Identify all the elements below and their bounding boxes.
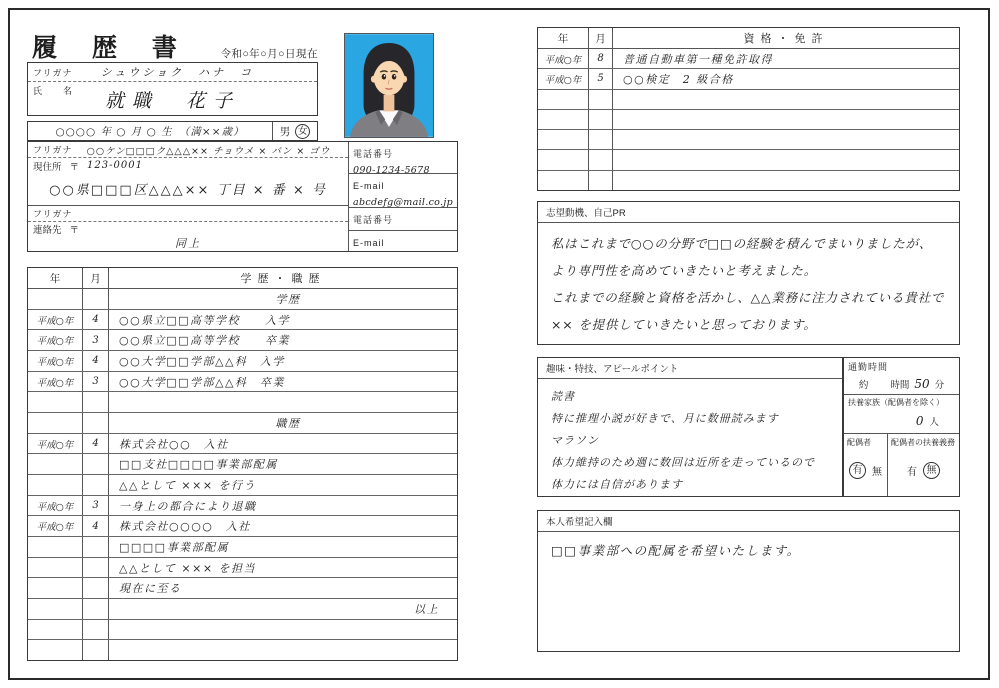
qualification-month-cell <box>589 110 613 129</box>
history-year-cell <box>28 454 83 474</box>
history-row <box>28 475 457 496</box>
hobby-line: 体力には自信があります <box>551 478 683 491</box>
qualifications-col-year: 年 <box>538 28 589 48</box>
history-row <box>28 372 457 393</box>
address-furigana-label: フリガナ <box>33 145 73 156</box>
hobby-label: 趣味・特技、アピールポイント <box>538 358 842 379</box>
history-month-cell <box>83 475 109 495</box>
spouse-duty-cell <box>888 434 959 496</box>
hobby-line: 読書 <box>551 390 575 403</box>
history-year-cell <box>28 392 83 412</box>
qualifications-table-header <box>538 28 959 49</box>
history-text-cell: ○○大学□□学部△△科 卒業 <box>119 375 285 389</box>
qualification-row <box>538 49 959 69</box>
name-row <box>28 82 317 115</box>
history-month-cell <box>83 413 109 433</box>
history-text-cell: ○○大学□□学部△△科 入学 <box>119 354 285 368</box>
history-col-title: 学歴・職歴 <box>240 273 326 285</box>
phone-email-column <box>348 142 457 251</box>
history-text-cell: 職歴 <box>275 416 301 430</box>
birthdate-value: ○○○○ 年 ○ 月 ○ 生 （満××歳） <box>55 125 245 138</box>
qualification-month-cell <box>589 171 613 190</box>
history-text-cell: 株式会社○○○○ 入社 <box>119 520 251 534</box>
history-year-cell: 平成○年 <box>28 351 83 371</box>
history-text-cell: 株式会社○○ 入社 <box>119 437 229 451</box>
history-row <box>28 454 457 475</box>
history-year-cell <box>28 578 83 598</box>
history-text-cell: 一身上の都合により退職 <box>119 499 257 513</box>
motivation-line: 私はこれまで○○の分野で□□の経験を積んでまいりましたが、 <box>551 236 933 251</box>
gender-cell <box>272 122 317 140</box>
postal-mark: 〒 <box>69 161 80 173</box>
wishes-body <box>538 532 959 570</box>
contact-furigana-row <box>28 206 348 222</box>
address-left-column <box>28 142 348 251</box>
history-month-cell <box>83 599 109 619</box>
history-row <box>28 289 457 310</box>
name-box <box>27 62 318 116</box>
commute-minutes-unit: 分 <box>934 380 945 391</box>
qualification-month-cell: 8 <box>589 49 613 68</box>
commute-value-row <box>848 377 955 391</box>
spouse-duty-options <box>891 448 956 493</box>
history-year-cell <box>28 289 83 309</box>
history-text-cell: 学歴 <box>275 292 301 306</box>
birth-gender-box <box>27 121 318 141</box>
qualification-year-cell <box>538 130 589 149</box>
furigana-value: シュウショク ハナ コ <box>100 66 255 79</box>
history-text-cell: △△として ××× を担当 <box>119 561 257 575</box>
history-year-cell: 平成○年 <box>28 434 83 454</box>
history-text-cell: □□□□事業部配属 <box>119 540 230 554</box>
motivation-line: ×× を提供していきたいと思っております。 <box>551 317 817 332</box>
history-month-cell: 4 <box>83 434 109 454</box>
hobby-body <box>538 379 842 503</box>
history-year-cell <box>28 620 83 640</box>
qualification-rows <box>538 49 959 190</box>
qualification-year-cell <box>538 90 589 109</box>
history-row <box>28 434 457 455</box>
history-row <box>28 516 457 537</box>
dependents-cell <box>844 395 959 434</box>
qualification-row <box>538 110 959 130</box>
motivation-label: 志望動機、自己PR <box>538 202 959 223</box>
spouse-duty-label: 配偶者の扶養義務 <box>891 438 955 447</box>
history-year-cell: 平成○年 <box>28 310 83 330</box>
name-value: 就職 花子 <box>104 90 240 112</box>
contact-phone-cell <box>349 208 457 231</box>
history-month-cell: 4 <box>83 516 109 536</box>
date-note: 令和○年○月○日現在 <box>220 48 318 60</box>
qualification-text-cell: 普通自動車第一種免許取得 <box>623 52 773 66</box>
address-box <box>27 141 458 252</box>
history-year-cell: 平成○年 <box>28 372 83 392</box>
history-month-cell <box>83 558 109 578</box>
current-address-row <box>28 158 348 172</box>
phone-label: 電話番号 <box>353 149 394 159</box>
name-furigana-row <box>28 63 317 82</box>
qualification-month-cell <box>589 90 613 109</box>
history-text-cell: ○○県立□□高等学校 卒業 <box>119 334 290 348</box>
address-value: ○○県□□□区△△△×× 丁目 × 番 × 号 <box>28 173 348 206</box>
history-month-cell <box>83 289 109 309</box>
current-address-label: 現住所 <box>33 161 62 173</box>
contact-postal-mark: 〒 <box>69 224 80 236</box>
spouse-duty-yes: 有 <box>907 467 917 478</box>
dependents-label: 扶養家族（配偶者を除く） <box>848 398 944 407</box>
qualification-year-cell: 平成○年 <box>538 69 589 88</box>
history-year-cell <box>28 413 83 433</box>
dependents-unit: 人 <box>929 417 939 428</box>
wishes-line: □□事業部への配属を希望いたします。 <box>551 543 801 558</box>
motivation-body <box>538 223 959 345</box>
name-label: 氏 名 <box>33 86 79 96</box>
history-row <box>28 620 457 641</box>
history-row <box>28 599 457 620</box>
history-text-cell: ○○県立□□高等学校 入学 <box>119 313 290 327</box>
contact-phone-label: 電話番号 <box>353 215 394 225</box>
qualification-year-cell: 平成○年 <box>538 49 589 68</box>
commute-hours-unit: 時間 <box>890 380 910 391</box>
spouse-row <box>844 434 959 496</box>
commute-cell <box>844 358 959 395</box>
history-year-cell <box>28 537 83 557</box>
qualification-year-cell <box>538 110 589 129</box>
hobby-line: マラソン <box>551 434 599 447</box>
spouse-label: 配偶者 <box>847 438 871 447</box>
history-year-cell: 平成○年 <box>28 330 83 350</box>
history-year-cell <box>28 640 83 660</box>
personal-details-column <box>843 357 960 497</box>
history-col-month: 月 <box>83 268 109 288</box>
contact-furigana-label: フリガナ <box>33 208 73 219</box>
dependents-value-row <box>848 414 955 428</box>
history-row <box>28 578 457 599</box>
email-label: E-mail <box>353 181 385 191</box>
portrait-photo-illustration <box>345 34 433 137</box>
qualification-row <box>538 171 959 190</box>
history-row <box>28 413 457 434</box>
phone-cell <box>349 142 457 174</box>
history-row <box>28 640 457 660</box>
commute-prefix: 約 <box>858 380 869 391</box>
hobby-box <box>537 357 843 497</box>
qualification-row <box>538 90 959 110</box>
phone-value: 090-1234-5678 <box>353 165 430 176</box>
address-furigana-row <box>28 142 348 158</box>
motivation-box <box>537 201 960 345</box>
wishes-label: 本人希望記入欄 <box>538 511 959 532</box>
spouse-cell <box>844 434 888 496</box>
history-text-cell: 現在に至る <box>119 582 182 596</box>
history-year-cell <box>28 475 83 495</box>
history-text-cell: 以上 <box>414 602 439 616</box>
qualifications-col-month: 月 <box>589 28 613 48</box>
history-year-cell <box>28 558 83 578</box>
history-month-cell <box>83 578 109 598</box>
history-month-cell <box>83 620 109 640</box>
contact-email-cell <box>349 231 457 253</box>
history-year-cell: 平成○年 <box>28 516 83 536</box>
history-table-header <box>28 268 457 289</box>
motivation-line: より専門性を高めていきたいと考えました。 <box>551 263 818 278</box>
email-cell <box>349 174 457 208</box>
history-rows <box>28 289 457 660</box>
history-month-cell: 4 <box>83 310 109 330</box>
spouse-no: 無 <box>872 467 882 478</box>
motivation-line: これまでの経験と資格を活かし、△△業務に注力されている貴社で <box>551 290 945 305</box>
contact-same-as-above: 同上 <box>175 237 202 251</box>
history-row <box>28 330 457 351</box>
history-row <box>28 558 457 579</box>
qualification-month-cell <box>589 130 613 149</box>
postal-code-value: 123-0001 <box>87 160 143 172</box>
spouse-yes-selected: 有 <box>849 462 866 479</box>
commute-minutes-value: 50 <box>914 377 930 391</box>
history-row <box>28 496 457 517</box>
history-row <box>28 310 457 331</box>
qualifications-table <box>537 27 960 191</box>
document-title: 履 歴 書 <box>32 34 191 62</box>
history-text-cell: □□支社□□□□事業部配属 <box>119 458 278 472</box>
history-month-cell: 3 <box>83 496 109 516</box>
qualification-year-cell <box>538 171 589 190</box>
qualification-month-cell <box>589 150 613 169</box>
history-year-cell <box>28 599 83 619</box>
history-text-cell: △△として ××× を行う <box>119 478 257 492</box>
id-photo <box>344 33 434 138</box>
history-month-cell: 3 <box>83 330 109 350</box>
hobby-line: 特に推理小説が好きで、月に数冊読みます <box>551 412 779 425</box>
history-col-year: 年 <box>28 268 83 288</box>
contact-email-label: E-mail <box>353 238 385 248</box>
history-row <box>28 351 457 372</box>
qualification-text-cell: ○○検定 2 級合格 <box>623 72 734 86</box>
qualification-month-cell: 5 <box>589 69 613 88</box>
dependents-count: 0 <box>915 414 924 428</box>
history-month-cell <box>83 640 109 660</box>
qualifications-col-title: 資格・免許 <box>743 33 829 45</box>
qualification-year-cell <box>538 150 589 169</box>
qualification-row <box>538 69 959 89</box>
email-value: abcdefg@mail.co.jp <box>353 197 453 208</box>
history-month-cell <box>83 392 109 412</box>
history-month-cell <box>83 537 109 557</box>
contact-address-row <box>28 222 348 235</box>
contact-label: 連絡先 <box>33 224 62 236</box>
qualification-row <box>538 150 959 170</box>
qualification-row <box>538 130 959 150</box>
wishes-box <box>537 510 960 652</box>
gender-male-option: 男 <box>279 125 291 138</box>
spouse-options <box>847 448 884 493</box>
history-year-cell: 平成○年 <box>28 496 83 516</box>
commute-label: 通勤時間 <box>848 362 889 372</box>
history-month-cell <box>83 454 109 474</box>
history-table <box>27 267 458 661</box>
gender-female-option-selected: 女 <box>295 124 310 139</box>
history-row <box>28 392 457 413</box>
history-month-cell: 4 <box>83 351 109 371</box>
spouse-duty-no-selected: 無 <box>923 462 940 479</box>
furigana-label: フリガナ <box>33 67 73 78</box>
address-furigana-value: ○○ケン□□□ク△△△×× チョウメ × バン × ゴウ <box>86 145 331 157</box>
hobby-line: 体力維持のため週に数回は近所を走っているので <box>551 456 815 469</box>
history-month-cell: 3 <box>83 372 109 392</box>
history-row <box>28 537 457 558</box>
